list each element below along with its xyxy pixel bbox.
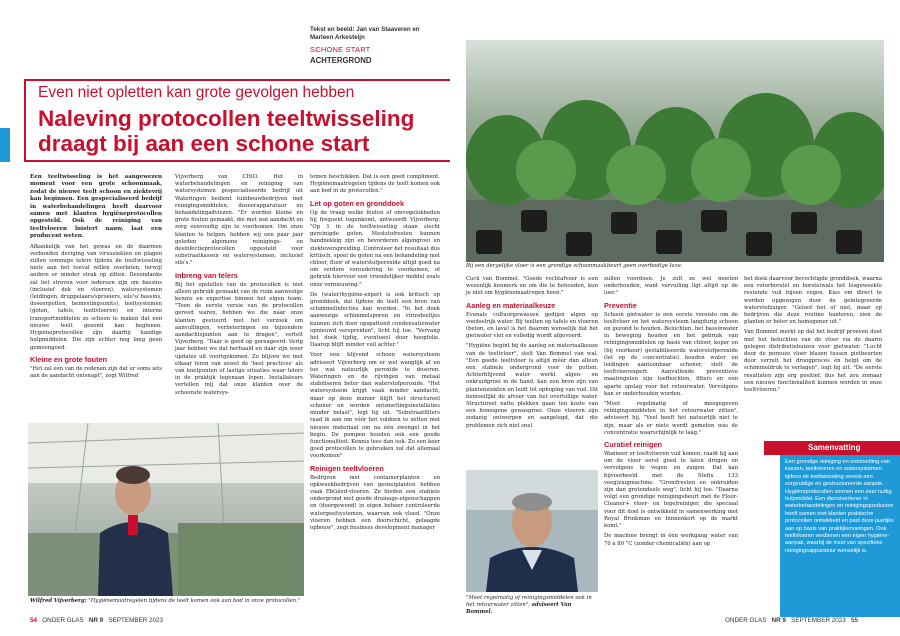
paragraph: "Hygiëne begint bij de aanleg en materiaalkeuze van de teeltvloer", stelt Van Bommel van wal. "Een goede teeltvloer is altijd méér dan alleen een stabiele ondergrond voor de potten. Achterblijvend water werkt algen- en onkruidgroei in de hand, kan een bron zijn van plantenziekten en leidt tot ophoping van vuil. Dit bemoeilijkt de afvoer van het overtollige water. Structureel natte plekken gaan ten koste van een homogene gewasgroei. Onze vloeren zijn zodanig ontworpen en aangelegd, dat die problemen zich niet snel — [466, 343, 598, 429]
potted-plants-image — [466, 40, 884, 262]
photo-wilfred-vijverberg — [28, 423, 304, 596]
caption-quote: "Meet regelmatig of reinigingsmiddelen ook in het retourwater zitten", — [466, 595, 592, 608]
magazine-name: ONDER GLAS — [725, 617, 767, 624]
article-credits: Tekst en beeld: Jan van Staaveren en Marleen Arkesteijn — [310, 26, 420, 41]
paragraph: De machine brengt in één werkgang water van 70 à 80 °C (zonder chemicaliën) aan op — [604, 533, 738, 547]
paragraph: "Het zal een van de redenen zijn dat er soms iets aan de aandacht ontsnapt", zegt Wilfred — [30, 365, 162, 379]
photo-potted-plants-floor — [466, 40, 884, 262]
caption-quote: "Hygiënemaatregelen tijdens de teelt komen ook aan bod in onze protocollen." — [88, 598, 301, 604]
article-column-2 — [175, 174, 303, 400]
article-column-5 — [604, 276, 738, 614]
subheading-fouten: Kleine en grote fouten — [30, 354, 108, 364]
paragraph: Afkankelijk van het gewas en de daarmee verbonden deviging van virusziekten en plagen zullen sommige telers tijdens de teeltwisseling niets aan het toeval willen overlaten, terwijl andere er minder strak op zitten. Desondanks zal het streven voor iedereen zijn om bassins (inclusief dek en vloeren), watersystemen (leidingen, druppelaars/sproeiers, silo's/ bassins, doseerpotten, bemestingsunits), teeltsystemen (goten, tafels, teeltvloeren) en interne transportmiddelen zo schoon te maken dat een nieuwe teelt gezond kan beginnen. Hygiëneprotocollen zijn daarbij handige hulpmiddelen. Die zijn echter nog lang geen gemeengoed. — [30, 243, 162, 351]
subheading-aanleg: Aanleg en materiaalkeuze — [466, 300, 556, 310]
summary-title: Samenvatting — [780, 441, 900, 455]
subheading-inbreng: Inbreng van telers — [175, 270, 238, 280]
article-column-1 — [30, 174, 162, 383]
paragraph: Wanneer er teeltvloeren vuil komen, raadt hij aan om de vloer eerst goed te laten drogen en vervolgens te vegen en zuigen. Dat kan bijvoorbeeld met de Stefix 133 veeg/zuigmachine. "Grondresten en onkruiden zijn dan grotendeels weg", licht hij toe. "Daarna volgt een grondige reinigingsbeurt met de Floor-Cleaner+ vloer- en tegelreiniger, die speciaal voor dit doel is ontwikkeld in samenwerking met Royal Brinkman en binnenkort op de markt komt." — [604, 451, 738, 530]
summary-box — [780, 441, 900, 617]
greenhouse-portrait-image — [28, 423, 304, 596]
left-edge-tab — [0, 128, 10, 162]
magazine-name: ONDER GLAS — [42, 617, 84, 624]
issue-date: SEPTEMBER 2023 — [791, 617, 846, 624]
subheading-vloeren: Reinigen teeltvloeren — [310, 463, 384, 473]
kicker: Even niet opletten kan grote gevolgen hebben — [38, 84, 355, 101]
paragraph: "Meet regelmatig of meegegeven reinigingsmiddelen in het retourwater zitten", adviseert hij. "Veel hoeft het natuurlijk niet te zijn, maar als er niets wordt gemeten was de concentratie waarschijnlijk te laag." — [604, 401, 738, 436]
caption-person-name: Wilfred Vijverberg: — [30, 598, 87, 604]
paragraph: Schoon gietwater is een eerste vereiste om de teeltvloer en het watersysteem langdurig schoon en gezond te houden. Beluchten, het bassinwater in beweging houden en het gebruik van reinigingsmiddelen op basis van chloor, koper en (bij voorkeur) gestabiliseerde waterstofperoxide (let op de concentratie) houden water en leidingen aantoonbaar schoner, stelt de teeltvloerexpert. Aanvullende preventieve maatregelen zijn toefbochten, filters en een aparte opslag voor het retourwater. Vervolgens kan er onderhouden worden. — [604, 311, 738, 397]
summary-text: Een grondige reiniging en ontsmetting van kassen, teeltvloeren en watersystemen tijdens de teeltwisseling vereist een zorgvuldige en gestructureerde aanpak. Hygiëneprotocollen vormen een zeer nuttig hulpmiddel. Een dienstverlener in waterbehandelingen en reinigingsproducten heeft samen met klanten praktische protocollen ontwikkeld en past deze jaarlijks aan op basis van praktijkervaringen. Ook teeltvloeren verdienen een eigen hygiëne-aanpak, waarbij de inzet van specifieke reinigingsapparatuur wenselijk is. — [785, 459, 894, 554]
paragraph: Voor een blijvend schoon watersysteem adviseert Vijverberg om er wel wanglijk af en toe wat natuurlijk peroxide te doseren. Wateringen en de rijvingen van metaal stabiliseren beter dan waterstofperoxide. "Het watersysteem krijgt vaak minder aandacht, maar op deze manier blijft het structureel schoner en worden ontsmettingsinstallaties minder belast", legt hij uit. "Substraatfilters raad ik aan om vóór het voldoen te zetten met nieuwe materiaal om na één zwengel in het begin. De pompen houden ook een goede functionaliteit. Kennis lees dan ook. Zo een keer goed protocollen te gebruiken zal dat allemaal voorkomen" — [310, 352, 440, 460]
headline-line-2: draagt bij aan een schone start — [38, 131, 370, 156]
headline-line-1: Naleving protocollen teeltwisseling — [38, 106, 415, 131]
subheading-preventie: Preventie — [604, 300, 637, 310]
issue-number: NR 9 — [88, 617, 104, 624]
paragraph: Cock van Bommel. "Goede vochtafvoer is een wezenlijk kenmerk en om die te behouden, kun je niet om hygiënemaatregen heen." — [466, 276, 598, 297]
paragraph: De (water)hygiëne-expert is ook kritisch op gronddoek, dat tijdens de teelt een bron van schimmelinfecties kan worden. "In het doek aanwezige schimmelsporen en virusdeeltjes kunnen zich door opspattend condensatiewater opnieuwd verspreiden", licht hij toe. "Vervang het doek tijdig, eventueel door hoopfolie. Daarop blijft minder vuil achter." — [310, 291, 440, 349]
caption-person-name: adviseert Van Bommel. — [466, 602, 572, 615]
footer-left — [30, 617, 163, 624]
page-number-right: 55 — [851, 617, 859, 624]
portrait-image — [466, 470, 598, 592]
article-column-3 — [310, 174, 440, 610]
photo-cock-van-bommel — [466, 470, 598, 592]
lead-paragraph: Een teeltwisseling is het aangewezen moment voor een grote schoonmaak, zodat de nieuwe teelt schoon en ziektevrij kan beginnen. Een gespecialiseerd bedrijf in waterbehandelingen heeft daarvoor samen met klanten hygiëneprotocollen opgesteld. Ook de reiniging van teeltvloeren luistert nauw, laat een producent weten. — [30, 174, 162, 240]
paragraph: Op de vraag welke fouten of omvogelukheden hij frequent tegenkomt, antwoordt Vijverberg: "Op 1 in de teeltwisseling staan slecht gereinigde goten. Meststofresten kunnen handnekkig zijn en bevorderen algengroei en ziekteverspreiding. Controleer het resultaat dus kritisch, spoel de goten na een behandeling met chloor, fluor of waterstofperoxide altijd goed na om verdere veroudering te voorkomen, of gebruik hiervoor een vriendelijker middel zoals onze vernieuwing." — [310, 209, 440, 288]
issue-date: SEPTEMBER 2023 — [108, 617, 164, 624]
paragraph: zullen voordoen. Je zult ze wel moeten onderhouden, want vervuiling ligt altijd op de loer." — [604, 276, 738, 297]
caption-top-photo: Bij een dergelijke vloer is een grondige schoonmaakbeurt geen overbodige luxe. — [466, 263, 683, 269]
section-category: SCHONE START — [310, 45, 371, 54]
issue-number: NR 9 — [771, 617, 786, 624]
footer-right — [725, 617, 858, 624]
paragraph: Evenals cultuurgewassen gedijen algen op voedselrijk water. Bij teelten op tafels en vloeren (beton, en lava) is het daarom wenselijk dat het gietwater vlot en volledig wordt afgevoerd. — [466, 311, 598, 340]
caption-portrait — [466, 595, 598, 616]
headline-box — [24, 79, 450, 162]
paragraph: het doek daarvoor bevochtigde gronddoek, waarna een rotorborstel en borstelwals het losgeweekte restende vuil bijeen vegen. Kies om direct te worden opgezogen door de geïntegreerde waterstofzuiger. "Geloof het of niet, maar op bedrijven die deze routine hanteren, zien de planten er beter en homogener uit." — [744, 276, 882, 326]
caption-left-photo — [30, 598, 306, 605]
section-subcategory: ACHTERGROND — [310, 56, 372, 65]
paragraph: Vijverberg van CHiO. Het in waterbehandelingen en reiniging van watersystemen gespecialiseerde bedrijf uit Wateringen bedient tuinbouwbedrijven met reinigingsmiddelen, doseerapparatuur en behandelingadviezen. "Er worden kleine en grote fouten gemaakt, die met wat aandacht en zorg eenvoudig zijn te voorkomen. Om onze klanten te helpen, hebben wij een paar jaar geleden algemene reinigings- en desinfectieprotocollen opgesteld voor substraatkassen en watersystemen, inclusief silo's." — [175, 174, 303, 267]
subheading-curatief: Curatief reinigen — [604, 440, 662, 450]
page-number-left: 54 — [30, 617, 38, 624]
article-column-6 — [744, 276, 882, 397]
paragraph: Van Bommel merkt op dat het bedrijf proeven doet met het beluchten van de vloer via de daarin gelegen distributiebuizen voor gietwater. "Lucht door de poreuze vloer blazen tussen gietbeurten door verrelt het droogproces én helpt om de schimmeldruk te verlagen", legt hij uit. "De eerste resultaten zijn erg positief, dus het zou zomaar een nieuwe functionaliteit kunnen worden in onze teeltvloeren." — [744, 329, 882, 394]
subheading-goten: Let op goten en gronddoek — [310, 198, 405, 208]
headline — [38, 106, 414, 156]
article-column-4 — [466, 276, 598, 433]
paragraph: Bedrijven met containerplanten en opkweekbedrijven van gesneiplanten hebben vaak EbGéed-vloeren. Ze bieden een stabiele ondergrond met goede drainage-eigenschappen en (doorgewend) in eigen beheer controleerde watergeefsystemen, waarvan ook vloed. "Onze vloeren hebben een doorschicht, gelaagde opbouw", zegt business development manager — [310, 474, 440, 531]
paragraph: Bij het opstellen van de protocollen is niet alleen gebruik gemaakt van de ruim aanwezige kennis en expertise binnen het eigen team. "Toen de eerste versie van de protocollen gereed waren, hebben we die naar onze klanten gestuurd met het verzoek om aanvullingen, verbeteringen en bijzondere aandachtspunten aan te dragen", vertelt Vijverberg. "Daar is goed op gereageerd. Verig jaar hebben we dat herhaald en daar zijn weer updates uit voortgekomen. Zo blijven we met elkaar leren van zowel de 'best practices' als van knelpunten of lastige situaties waar telers in de praktijk tegenaan lopen. Installateurs vertellen mij dat onze klanten over de schoonste watersys- — [175, 281, 303, 396]
paragraph: temen beschikken. Dat is een goed compliment. Hygiënemaatregelen tijdens de teelt komen ook aan bod in de protocollen." — [310, 174, 440, 195]
summary-tab-marker — [764, 441, 780, 455]
